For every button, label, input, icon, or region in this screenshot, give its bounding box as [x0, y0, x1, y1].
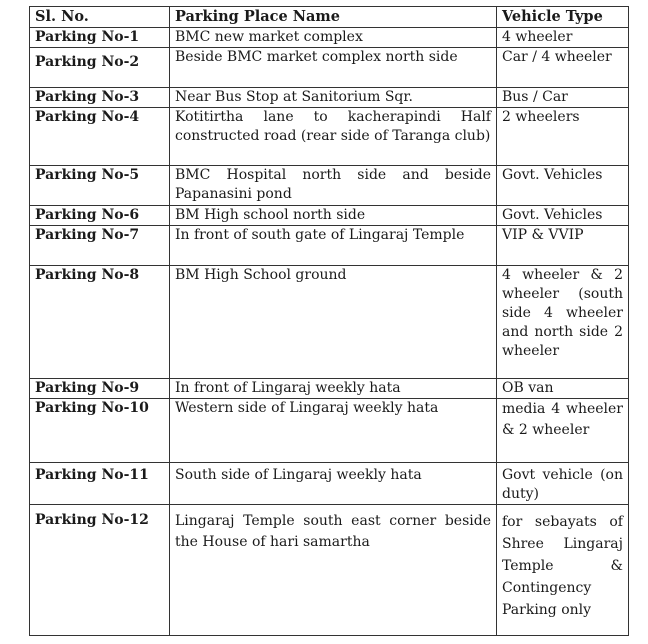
place-cell: BMC Hospital north side and beside Papanasini pond [170, 166, 497, 206]
table-row [30, 226, 629, 266]
sl-no-cell: Parking No-11 [30, 463, 170, 505]
vehicle-cell: Govt. Vehicles [497, 166, 629, 206]
vehicle-cell: media 4 wheeler & 2 wheeler [497, 399, 629, 463]
table-row [30, 206, 629, 226]
place-cell: BM High School ground [170, 266, 497, 379]
sl-no-cell: Parking No-2 [30, 48, 170, 88]
table-row [30, 88, 629, 108]
table-header-row [30, 7, 629, 28]
sl-no-cell: Parking No-8 [30, 266, 170, 379]
sl-no-cell: Parking No-4 [30, 108, 170, 166]
vehicle-cell: Car / 4 wheeler [497, 48, 629, 88]
place-cell: Lingaraj Temple south east corner beside the House of hari samartha [170, 505, 497, 636]
place-cell: BM High school north side [170, 206, 497, 226]
table-row [30, 166, 629, 206]
sl-no-cell: Parking No-10 [30, 399, 170, 463]
header-sl-no: Sl. No. [30, 7, 170, 28]
table-row [30, 463, 629, 505]
place-cell: BMC new market complex [170, 28, 497, 48]
table-row [30, 108, 629, 166]
vehicle-cell: 4 wheeler [497, 28, 629, 48]
vehicle-cell: for sebayats of Shree Lingaraj Temple & Contingency Parking only [497, 505, 629, 636]
place-cell: South side of Lingaraj weekly hata [170, 463, 497, 505]
place-cell: In front of south gate of Lingaraj Temple [170, 226, 497, 266]
vehicle-cell: Govt vehicle (on duty) [497, 463, 629, 505]
vehicle-cell: VIP & VVIP [497, 226, 629, 266]
table-row [30, 379, 629, 399]
vehicle-cell: Bus / Car [497, 88, 629, 108]
place-cell: Near Bus Stop at Sanitorium Sqr. [170, 88, 497, 108]
parking-table [29, 6, 629, 636]
table-row [30, 48, 629, 88]
header-parking-place: Parking Place Name [170, 7, 497, 28]
table-row [30, 28, 629, 48]
sl-no-cell: Parking No-7 [30, 226, 170, 266]
table-row [30, 399, 629, 463]
sl-no-cell: Parking No-9 [30, 379, 170, 399]
sl-no-cell: Parking No-1 [30, 28, 170, 48]
sl-no-cell: Parking No-6 [30, 206, 170, 226]
sl-no-cell: Parking No-12 [30, 505, 170, 636]
sl-no-cell: Parking No-3 [30, 88, 170, 108]
place-cell: Kotitirtha lane to kacherapindi Half constructed road (rear side of Taranga club) [170, 108, 497, 166]
vehicle-cell: 4 wheeler & 2 wheeler (south side 4 wheeler and north side 2 wheeler [497, 266, 629, 379]
vehicle-cell: Govt. Vehicles [497, 206, 629, 226]
vehicle-cell: OB van [497, 379, 629, 399]
place-cell: Beside BMC market complex north side [170, 48, 497, 88]
sl-no-cell: Parking No-5 [30, 166, 170, 206]
header-vehicle-type: Vehicle Type [497, 7, 629, 28]
table-row [30, 505, 629, 636]
table-row [30, 266, 629, 379]
place-cell: In front of Lingaraj weekly hata [170, 379, 497, 399]
place-cell: Western side of Lingaraj weekly hata [170, 399, 497, 463]
vehicle-cell: 2 wheelers [497, 108, 629, 166]
